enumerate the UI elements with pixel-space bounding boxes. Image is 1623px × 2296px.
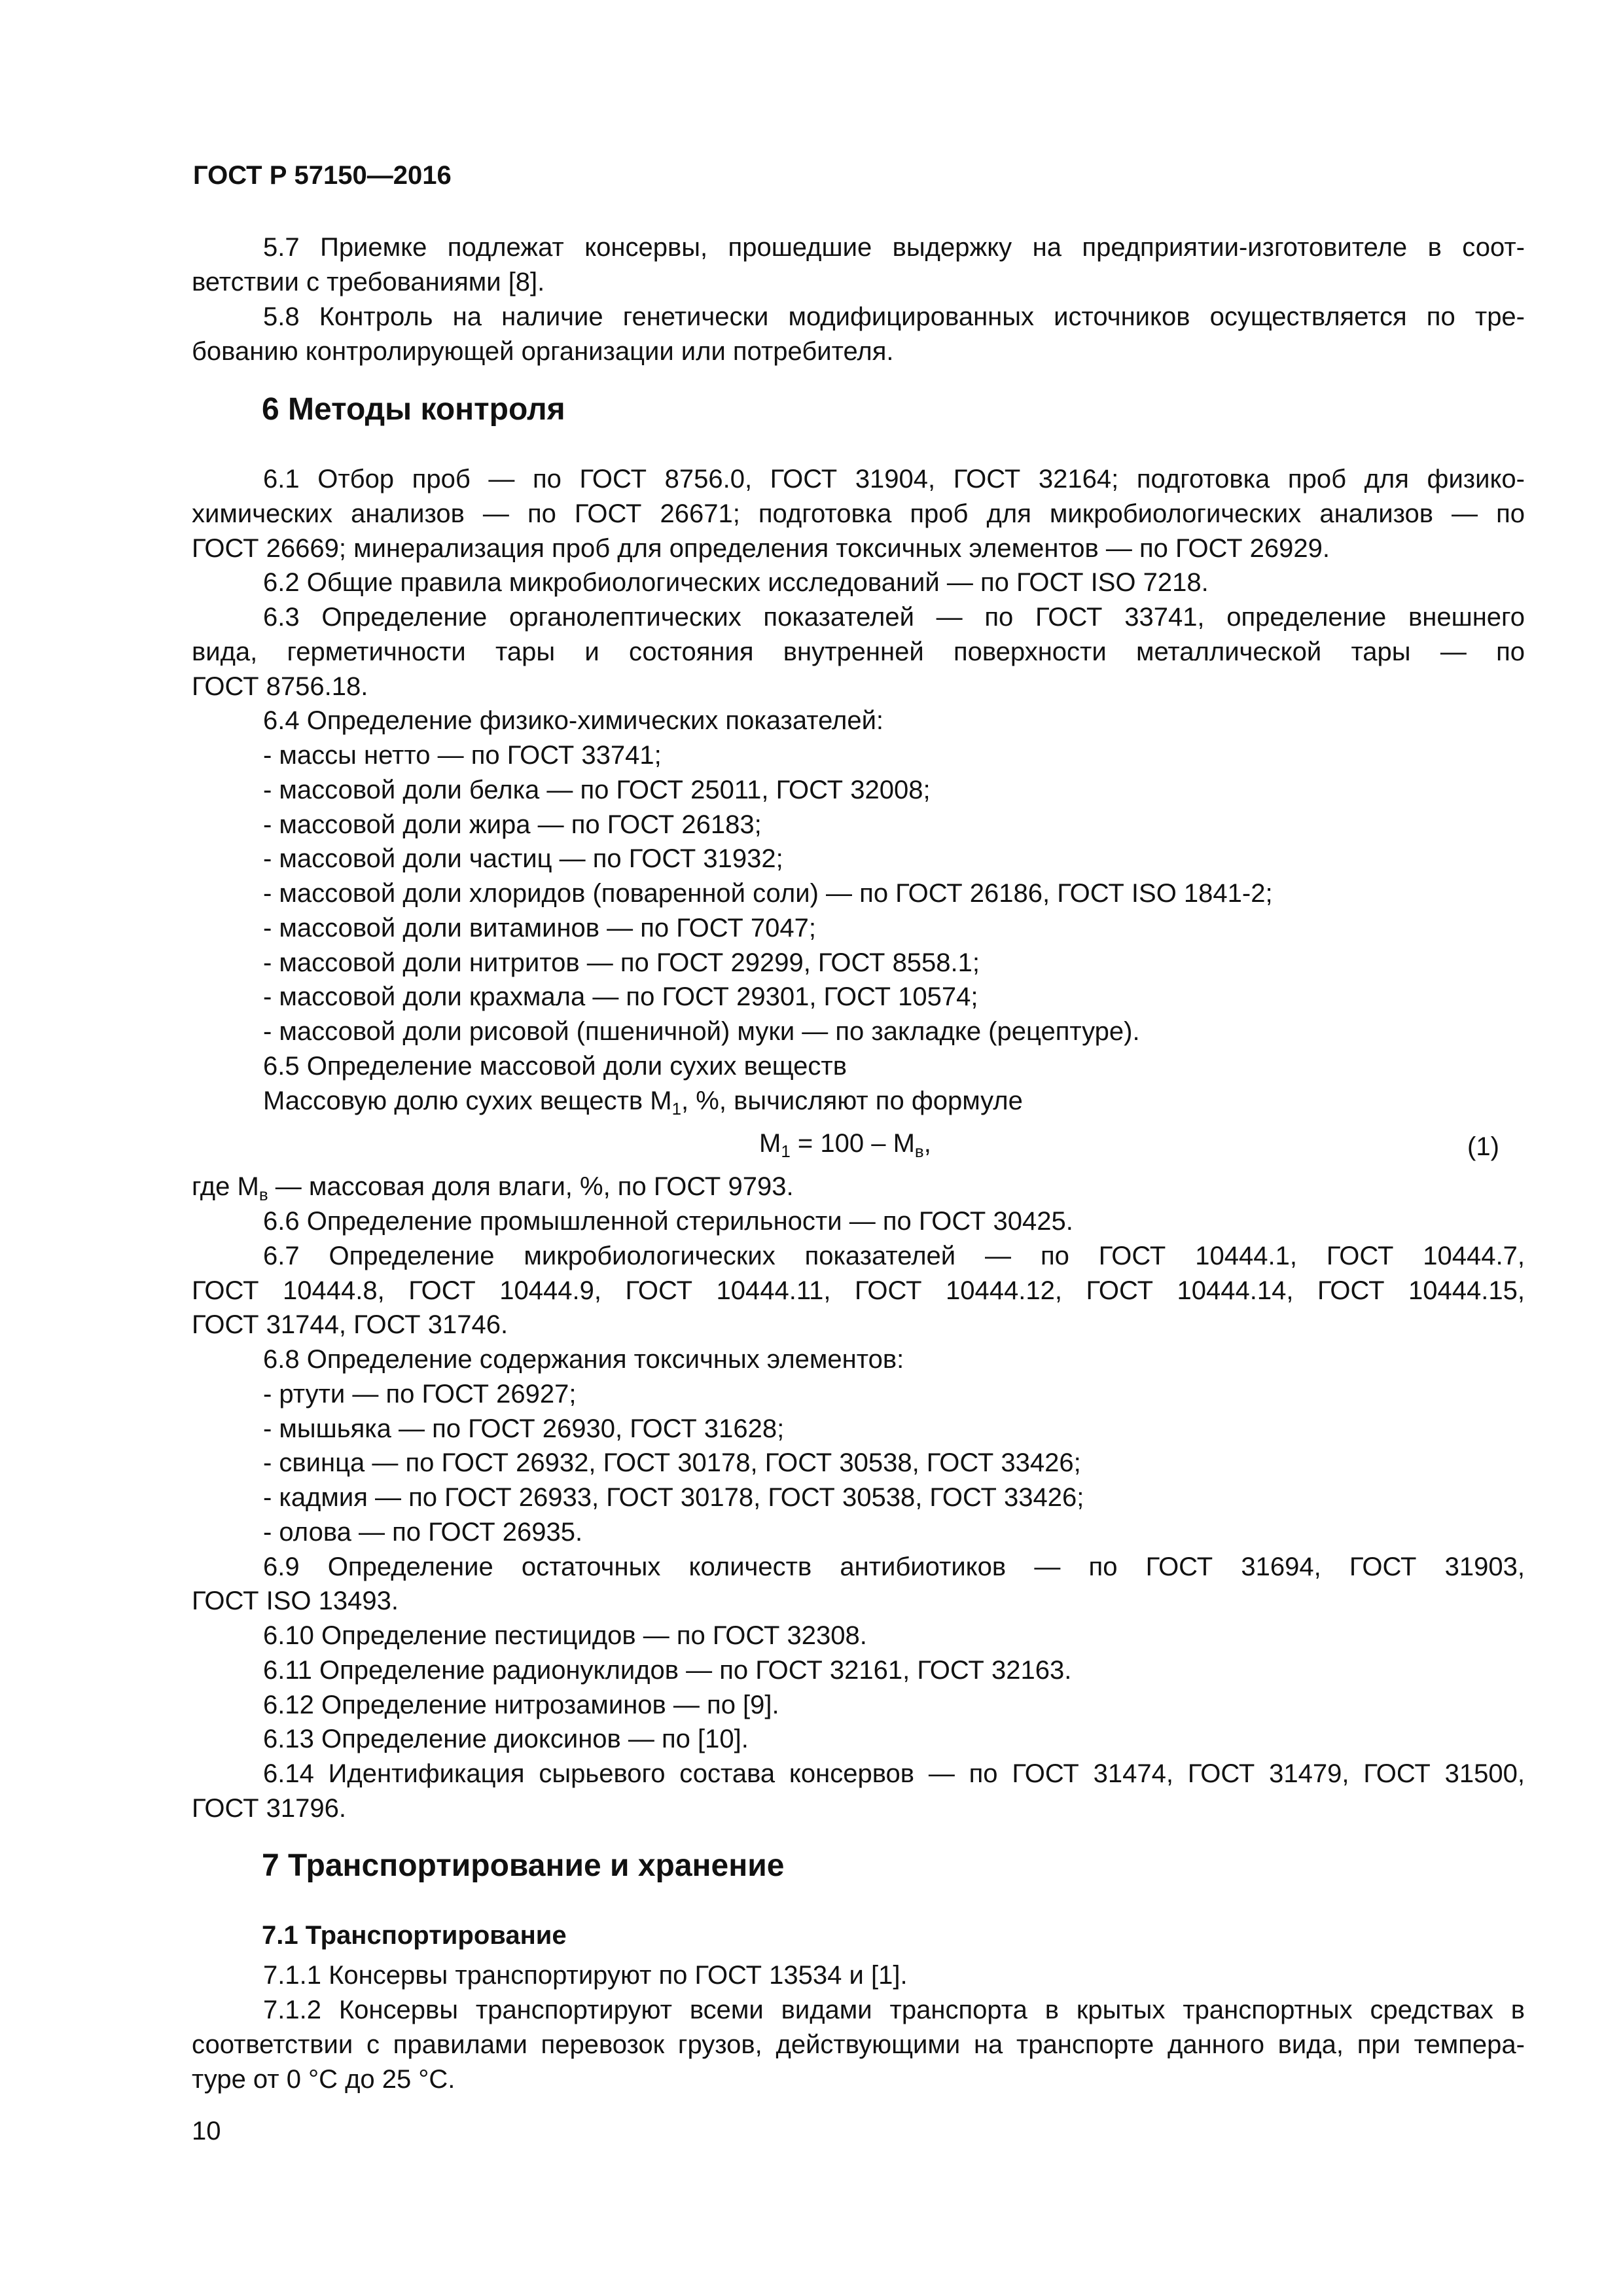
- paragraph-6-5: 6.5 Определение массовой доли сухих веществ: [263, 1052, 847, 1081]
- paragraph-5-7-line-1: 5.7 Приемке подлежат консервы, прошедшие выдержку на предприятии-изготовителе в соот-: [263, 233, 1525, 262]
- section-heading-6: 6 Методы контроля: [262, 392, 565, 427]
- list-item: - массовой доли рисовой (пшеничной) муки — по закладке (рецептуре).: [263, 1017, 1140, 1046]
- subsection-heading-7-1: 7.1 Транспортирование: [262, 1921, 567, 1950]
- paragraph-6-3-line-2: вида, герметичности тары и состояния внутренней поверхности металлической тары — по: [192, 637, 1525, 666]
- list-item: - мышьяка — по ГОСТ 26930, ГОСТ 31628;: [263, 1414, 785, 1443]
- list-item: - олова — по ГОСТ 26935.: [263, 1518, 583, 1547]
- list-item: - массовой доли крахмала — по ГОСТ 29301, ГОСТ 10574;: [263, 982, 978, 1011]
- paragraph-6-9-line-1: 6.9 Определение остаточных количеств антибиотиков — по ГОСТ 31694, ГОСТ 31903,: [263, 1552, 1525, 1581]
- list-item: - массы нетто — по ГОСТ 33741;: [263, 741, 662, 770]
- paragraph-6-14-line-1: 6.14 Идентификация сырьевого состава консервов — по ГОСТ 31474, ГОСТ 31479, ГОСТ 31500,: [263, 1759, 1525, 1788]
- paragraph-7-1-2-line-3: туре от 0 °С до 25 °С.: [192, 2065, 455, 2094]
- paragraph-6-3-line-1: 6.3 Определение органолептических показателей — по ГОСТ 33741, определение внешнего: [263, 603, 1525, 632]
- list-item: - свинца — по ГОСТ 26932, ГОСТ 30178, ГОСТ 30538, ГОСТ 33426;: [263, 1448, 1081, 1477]
- list-item: - массовой доли витаминов — по ГОСТ 7047;: [263, 914, 816, 942]
- paragraph-6-7-line-3: ГОСТ 31744, ГОСТ 31746.: [192, 1310, 508, 1339]
- list-item: - массовой доли хлоридов (поваренной соли) — по ГОСТ 26186, ГОСТ ISO 1841-2;: [263, 879, 1273, 908]
- paragraph-7-1-2-line-1: 7.1.2 Консервы транспортируют всеми видами транспорта в крытых транспортных средствах в: [263, 1996, 1525, 2024]
- paragraph-6-6: 6.6 Определение промышленной стерильности — по ГОСТ 30425.: [263, 1207, 1073, 1236]
- paragraph-6-8-intro: 6.8 Определение содержания токсичных элементов:: [263, 1345, 904, 1374]
- paragraph-6-9-line-2: ГОСТ ISO 13493.: [192, 1587, 399, 1615]
- paragraph-6-2: 6.2 Общие правила микробиологических исследований — по ГОСТ ISO 7218.: [263, 568, 1209, 597]
- paragraph-6-7-line-2: ГОСТ 10444.8, ГОСТ 10444.9, ГОСТ 10444.11, ГОСТ 10444.12, ГОСТ 10444.14, ГОСТ 10444.15,: [192, 1276, 1525, 1305]
- paragraph-6-1-line-2: химических анализов — по ГОСТ 26671; подготовка проб для микробиологических анализов — по: [192, 499, 1525, 528]
- list-item: - кадмия — по ГОСТ 26933, ГОСТ 30178, ГОСТ 30538, ГОСТ 33426;: [263, 1483, 1084, 1512]
- formula-explanation: где $М_в$ — массовая доля влаги, %, по ГОСТ 9793.: [192, 1172, 794, 1204]
- paragraph-6-10: 6.10 Определение пестицидов — по ГОСТ 32308.: [263, 1621, 867, 1650]
- list-item: - массовой доли белка — по ГОСТ 25011, ГОСТ 32008;: [263, 776, 931, 804]
- paragraph-6-4-intro: 6.4 Определение физико-химических показателей:: [263, 706, 884, 735]
- paragraph-6-13: 6.13 Определение диоксинов — по [10].: [263, 1725, 749, 1753]
- list-item: - ртути — по ГОСТ 26927;: [263, 1380, 577, 1408]
- paragraph-6-12: 6.12 Определение нитрозаминов — по [9].: [263, 1691, 779, 1719]
- page-number: 10: [192, 2117, 221, 2145]
- paragraph-6-14-line-2: ГОСТ 31796.: [192, 1794, 346, 1823]
- paragraph-6-11: 6.11 Определение радионуклидов — по ГОСТ 32161, ГОСТ 32163.: [263, 1656, 1072, 1685]
- paragraph-7-1-2-line-2: соответствии с правилами перевозок грузов, действующими на транспорте данного вида, при темпера-: [192, 2030, 1525, 2059]
- paragraph-5-7-line-2: ветствии с требованиями [8].: [192, 268, 545, 296]
- paragraph-6-7-line-1: 6.7 Определение микробиологических показателей — по ГОСТ 10444.1, ГОСТ 10444.7,: [263, 1242, 1525, 1270]
- paragraph-6-5-formula-intro: Массовую долю сухих веществ $М_1$, %, вычисляют по формуле: [263, 1086, 1023, 1119]
- paragraph-6-1-line-3: ГОСТ 26669; минерализация проб для определения токсичных элементов — по ГОСТ 26929.: [192, 534, 1330, 563]
- list-item: - массовой доли нитритов — по ГОСТ 29299, ГОСТ 8558.1;: [263, 948, 980, 977]
- paragraph-7-1-1: 7.1.1 Консервы транспортируют по ГОСТ 13534 и [1].: [263, 1961, 908, 1990]
- paragraph-6-3-line-3: ГОСТ 8756.18.: [192, 672, 368, 701]
- formula: $М_1 = 100 - М_в$,: [759, 1129, 931, 1161]
- list-item: - массовой доли частиц — по ГОСТ 31932;: [263, 844, 783, 873]
- paragraph-5-8-line-1: 5.8 Контроль на наличие генетически модифицированных источников осуществляется по тре-: [263, 302, 1525, 331]
- list-item: - массовой доли жира — по ГОСТ 26183;: [263, 810, 762, 839]
- paragraph-5-8-line-2: бованию контролирующей организации или потребителя.: [192, 337, 894, 366]
- formula-number: (1): [1467, 1132, 1499, 1161]
- section-heading-7: 7 Транспортирование и хранение: [262, 1848, 785, 1883]
- document-header: ГОСТ Р 57150—2016: [193, 161, 452, 190]
- paragraph-6-1-line-1: 6.1 Отбор проб — по ГОСТ 8756.0, ГОСТ 31904, ГОСТ 32164; подготовка проб для физико-: [263, 465, 1525, 493]
